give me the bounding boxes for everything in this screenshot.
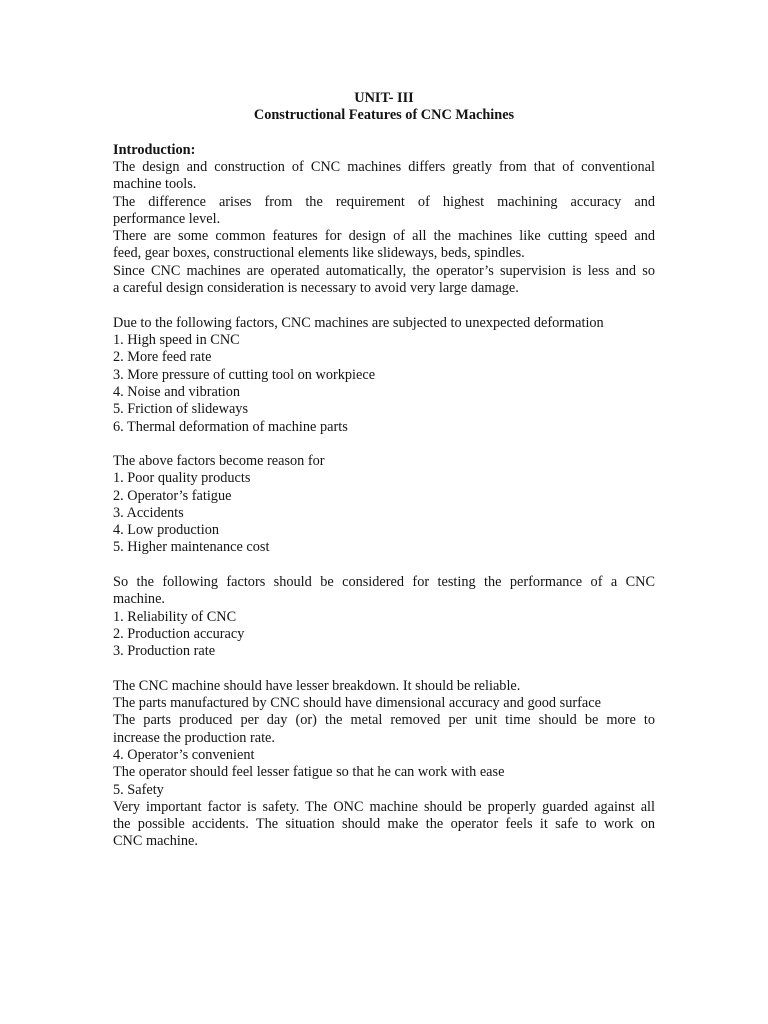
list-item: 1. Poor quality products (113, 470, 251, 486)
list-item: 3. More pressure of cutting tool on workpiece (113, 367, 376, 383)
detail-line: The CNC machine should have lesser breakdown. It should be reliable. (113, 678, 521, 694)
introduction-label: Introduction: (113, 142, 196, 158)
reasons-lead: The above factors become reason for (113, 453, 325, 469)
intro-line: There are some common features for design of all the machines like cutting speed and (113, 228, 655, 244)
intro-line: machine tools. (113, 176, 197, 192)
detail-line: The parts produced per day (or) the metal removed per unit time should be more to (113, 712, 655, 728)
intro-line: a careful design consideration is necessary to avoid very large damage. (113, 280, 519, 296)
unit-heading: UNIT- III (354, 90, 414, 106)
intro-line: performance level. (113, 211, 221, 227)
intro-line: Since CNC machines are operated automatically, the operator’s supervision is less and so (113, 263, 655, 279)
detail-line: the possible accidents. The situation should make the operator feels it safe to work on (113, 816, 655, 832)
detail-line: 5. Safety (113, 782, 164, 798)
detail-line: The operator should feel lesser fatigue so that he can work with ease (113, 764, 505, 780)
intro-line: The difference arises from the requirement of highest machining accuracy and (113, 194, 655, 210)
detail-line: 4. Operator’s convenient (113, 747, 255, 763)
list-item: 2. More feed rate (113, 349, 212, 365)
list-item: 1. High speed in CNC (113, 332, 240, 348)
testing-lead: machine. (113, 591, 166, 607)
list-item: 4. Low production (113, 522, 220, 538)
intro-line: feed, gear boxes, constructional elements like slideways, beds, spindles. (113, 245, 525, 261)
detail-line: Very important factor is safety. The ONC machine should be properly guarded against all (113, 799, 655, 815)
list-item: 3. Production rate (113, 643, 216, 659)
list-item: 4. Noise and vibration (113, 384, 241, 400)
document-title: Constructional Features of CNC Machines (253, 107, 515, 123)
list-item: 3. Accidents (113, 505, 184, 521)
testing-lead: So the following factors should be considered for testing the performance of a CNC (113, 574, 655, 590)
detail-line: increase the production rate. (113, 730, 275, 746)
deformation-lead: Due to the following factors, CNC machines are subjected to unexpected deformation (113, 315, 604, 331)
list-item: 5. Higher maintenance cost (113, 539, 270, 555)
intro-line: The design and construction of CNC machines differs greatly from that of conventional (113, 159, 655, 175)
list-item: 5. Friction of slideways (113, 401, 249, 417)
detail-line: CNC machine. (113, 833, 198, 849)
list-item: 2. Operator’s fatigue (113, 488, 232, 504)
detail-line: The parts manufactured by CNC should have dimensional accuracy and good surface (113, 695, 601, 711)
list-item: 2. Production accuracy (113, 626, 245, 642)
list-item: 1. Reliability of CNC (113, 609, 237, 625)
list-item: 6. Thermal deformation of machine parts (113, 419, 348, 435)
